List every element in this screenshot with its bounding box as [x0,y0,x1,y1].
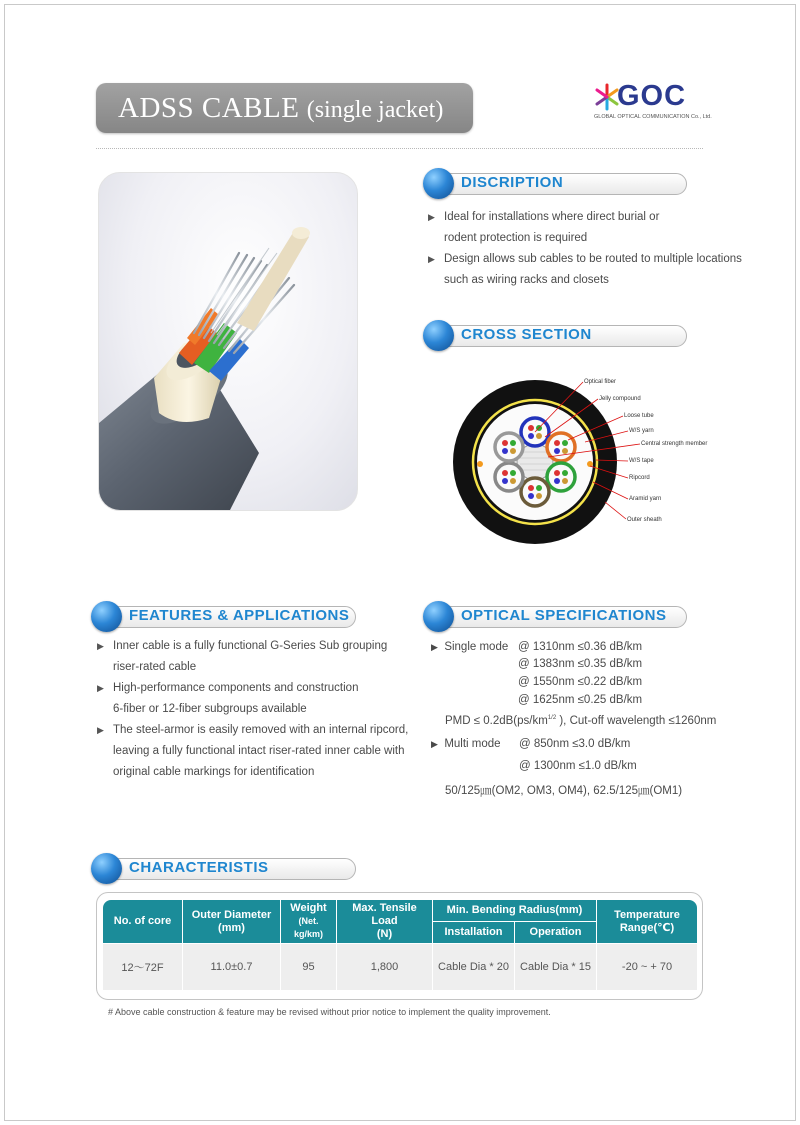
single-mode-spec: @ 1310nm ≤0.36 dB/km [518,641,643,653]
section-bullet-icon [91,853,122,884]
page-title [96,83,473,133]
optical-header [423,603,687,631]
label-optical-fiber: Optical fiber [584,379,617,385]
list-item: ▶ High-performance components and construction [97,678,408,699]
col-header-temperature: Temperature Range(℃) [597,900,697,944]
label-central-strength-member: Central strength member [641,441,708,447]
label-outer-sheath: Outer sheath [627,517,662,523]
list-item-continuation: riser-rated cable [113,661,197,673]
title-divider [96,148,703,149]
single-mode-spec: @ 1550nm ≤0.22 dB/km [518,676,643,688]
section-bullet-icon [91,601,122,632]
multi-mode-spec: @ 1300nm ≤1.0 dB/km [519,760,637,772]
cell-installation: Cable Dia * 20 [433,944,515,990]
label-ws-tape: W/S tape [629,458,654,464]
triangle-bullet-icon: ▶ [97,641,104,651]
col-header-cores: No. of core [103,900,183,944]
triangle-bullet-icon: ▶ [431,642,438,652]
list-item: ▶ Design allows sub cables to be routed to multiple locations [428,249,742,270]
list-item-continuation: leaving a fully functional intact riser-rated inner cable with [113,745,405,757]
title-main: ADSS CABLE [118,92,300,124]
logo-subtitle: GLOBAL OPTICAL COMMUNICATION Co., Ltd. [594,114,712,120]
col-header-operation: Operation [515,922,597,944]
list-item-continuation: 6-fiber or 12-fiber subgroups available [113,703,307,715]
col-header-outer-diameter: Outer Diameter (mm) [183,900,281,944]
triangle-bullet-icon: ▶ [431,739,438,749]
features-list [97,636,408,783]
cell-tensile: 1,800 [337,944,433,990]
characteristics-table-frame [96,892,703,1000]
list-item: ▶ Inner cable is a fully functional G-Series Sub grouping [97,636,408,657]
section-bullet-icon [423,168,454,199]
features-header [91,603,356,631]
triangle-bullet-icon: ▶ [97,725,104,735]
label-loose-tube: Loose tube [624,413,654,419]
label-jelly-compound: Jelly compound [599,396,641,402]
footnote: # Above cable construction & feature may be revised without prior notice to implement the quality improvement. [108,1007,551,1017]
cell-outer-diameter: 11.0±0.7 [183,944,281,990]
characteristics-heading: CHARACTERISTIS [129,859,269,876]
col-header-bending: Min. Bending Radius(mm) [433,900,597,922]
title-sub: (single jacket) [306,97,444,123]
multi-mode-label: Multi mode [444,738,501,750]
cable-photo [98,172,358,511]
section-bullet-icon [423,320,454,351]
cell-cores: 12～72F [103,944,183,990]
triangle-bullet-icon: ▶ [428,212,435,222]
cell-weight: 95 [281,944,337,990]
cell-operation: Cable Dia * 15 [515,944,597,990]
description-header [423,170,687,198]
col-header-installation: Installation [433,922,515,944]
cross-section-heading: CROSS SECTION [461,326,592,343]
triangle-bullet-icon: ▶ [97,683,104,693]
col-header-tensile: Max. Tensile Load (N) [337,900,433,944]
company-logo [594,82,714,126]
single-mode-label: Single mode [444,641,509,653]
fiber-types: 50/125㎛(OM2, OM3, OM4), 62.5/125㎛(OM1) [445,785,683,797]
cross-section-header [423,322,687,350]
col-header-weight: Weight (Net. kg/km) [281,900,337,944]
label-ws-yarn: W/S yarn [629,428,654,434]
description-list [428,207,742,291]
triangle-bullet-icon: ▶ [428,254,435,264]
table-row [103,944,697,990]
list-item: ▶ The steel-armor is easily removed with an internal ripcord, [97,720,408,741]
label-ripcord: Ripcord [629,475,650,481]
characteristics-table [103,900,697,990]
single-mode-spec: @ 1383nm ≤0.35 dB/km [518,658,643,670]
cell-temperature: -20 ~ + 70 [597,944,697,990]
logo-text: GOC [617,80,687,112]
characteristics-header [91,855,356,883]
multi-mode-spec: @ 850nm ≤3.0 dB/km [519,738,631,750]
description-heading: DISCRIPTION [461,174,564,191]
cable-illustration [99,173,358,511]
list-item-continuation: original cable markings for identification [113,766,315,778]
section-bullet-icon [423,601,454,632]
list-item: ▶ Ideal for installations where direct burial or [428,207,742,228]
optical-heading: OPTICAL SPECIFICATIONS [461,607,667,624]
features-heading: FEATURES & APPLICATIONS [129,607,350,624]
list-item-continuation: rodent protection is required [444,232,588,244]
label-aramid-yarn: Aramid yarn [629,496,662,502]
pmd-spec: PMD ≤ $0.2dB(ps/km^{1/2}$ ), Cut-off wavelength ≤1260nm [445,715,717,727]
list-item-continuation: such as wiring racks and closets [444,274,609,286]
single-mode-spec: @ 1625nm ≤0.25 dB/km [518,694,643,706]
cross-section-diagram [450,372,720,552]
